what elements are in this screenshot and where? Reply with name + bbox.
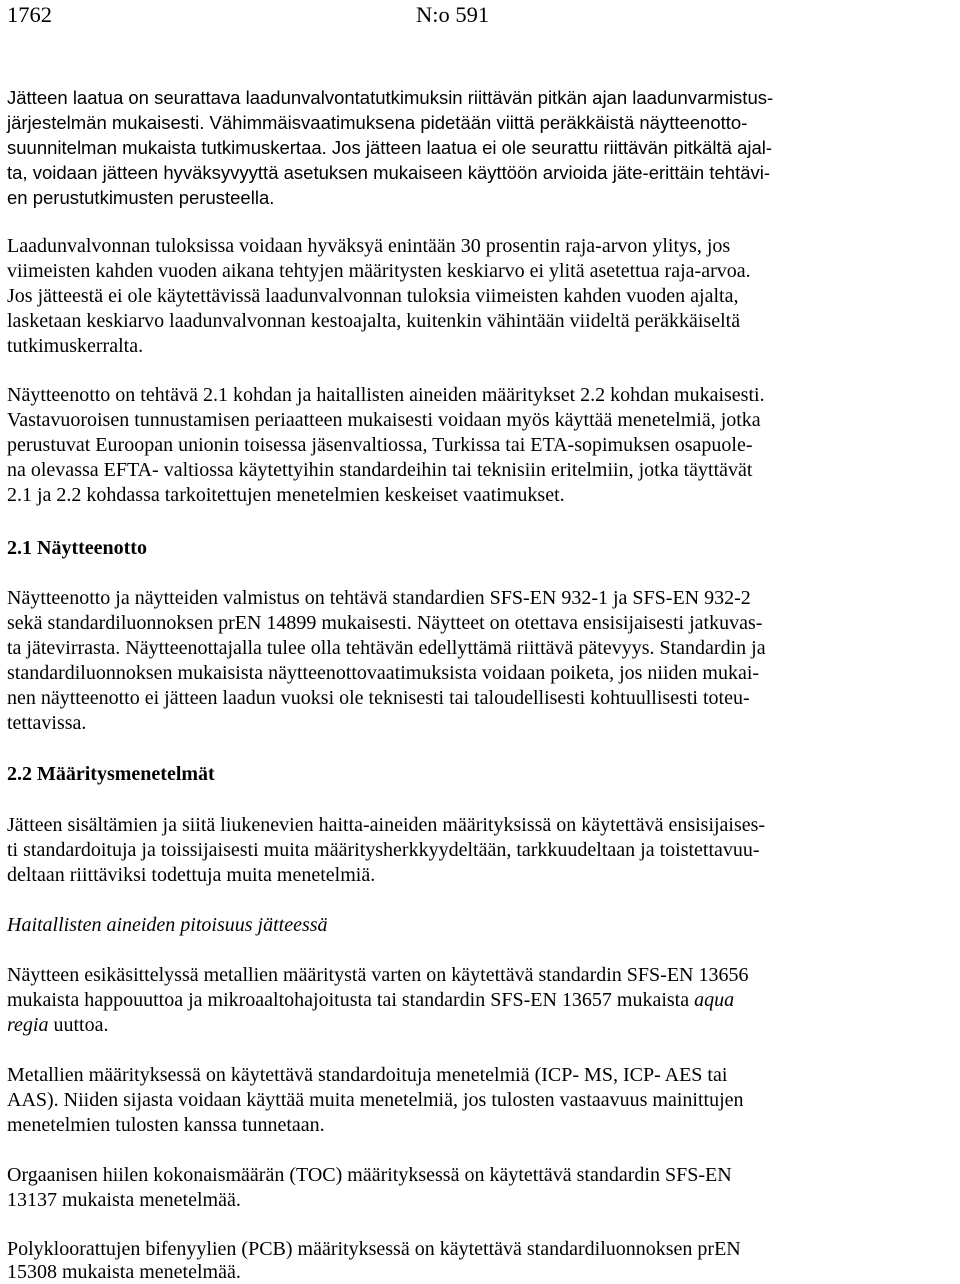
text-line: Näytteen esikäsittelyssä metallien määritystä varten on käytettävä standardin SFS-EN 13656 (7, 964, 749, 986)
text-line: sekä standardiluonnoksen prEN 14899 mukaisesti. Näytteet on otettava ensisijaisesti jatkuvas- (7, 612, 763, 634)
text-line: 13137 mukaista menetelmää. (7, 1189, 241, 1211)
text-line: en perustutkimusten perusteella. (7, 187, 275, 208)
text-fragment: mukaista happouuttoa ja mikroaaltohajoitusta tai standardin SFS-EN 13657 mukaista (7, 989, 690, 1011)
text-line: 15308 mukaista menetelmää. (7, 1261, 241, 1283)
text-line: Polykloorattujen bifenyylien (PCB) määrityksessä on käytettävä standardiluonnoksen prEN (7, 1238, 741, 1260)
text-line: na olevassa EFTA- valtiossa käytettyihin standardeihin tai teknisiin eritelmiin, jotka täyttävät (7, 459, 753, 481)
section-heading-methods: 2.2 Määritysmenetelmät (7, 763, 215, 785)
text-fragment-italic: regia (7, 1014, 49, 1036)
text-line: deltaan riittäviksi todettuja muita menetelmiä. (7, 864, 376, 886)
text-line: tettavissa. (7, 712, 87, 734)
text-line: viimeisten kahden vuoden aikana tehtyjen määritysten keskiarvo ei ylitä asetettua raja-arvoa. (7, 260, 751, 282)
text-line: nen näytteenotto ei jätteen laadun vuoksi ole teknisesti tai taloudellisesti kohtuullisesti toteu- (7, 687, 750, 709)
text-line: ti standardoituja ja toissijaisesti muita määritysherkkyydeltään, tarkkuudeltaan ja toistettavuu- (7, 839, 760, 861)
page-header (7, 2, 953, 32)
text-fragment-italic: aqua (694, 989, 735, 1011)
text-line: Metallien määrityksessä on käytettävä standardoituja menetelmiä (ICP- MS, ICP- AES tai (7, 1064, 728, 1086)
text-line: järjestelmän mukaisesti. Vähimmäisvaatimuksena pidetään viittä peräkkäistä näytteenotto- (7, 112, 748, 133)
text-line: Orgaanisen hiilen kokonaismäärän (TOC) määrityksessä on käytettävä standardin SFS-EN (7, 1164, 732, 1186)
subheading-hazardous-substances: Haitallisten aineiden pitoisuus jätteessä (7, 914, 328, 936)
text-line: Jos jätteestä ei ole käytettävissä laadunvalvonnan tuloksia viimeisten kahden vuoden ajalta, (7, 285, 739, 307)
text-line: AAS). Niiden sijasta voidaan käyttää muita menetelmiä, jos tulosten vastaavuus mainittujen (7, 1089, 744, 1111)
text-line: Jätteen laatua on seurattava laadunvalvontatutkimuksin riittävän pitkän ajan laadunvarmistus- (7, 87, 774, 108)
text-line: menetelmien tulosten kanssa tunnetaan. (7, 1114, 325, 1136)
text-line: standardiluonnoksen mukaisista näytteenottovaatimuksista voidaan poiketa, jos niiden mukai- (7, 662, 760, 684)
text-line (7, 988, 734, 1012)
text-line: Näytteenotto on tehtävä 2.1 kohdan ja haitallisten aineiden määritykset 2.2 kohdan mukaisesti. (7, 384, 765, 406)
text-line (7, 1013, 108, 1037)
text-line: ta jätevirrasta. Näytteenottajalla tulee olla tehtävän edellyttämä riittävä pätevyys. Standardin ja (7, 637, 766, 659)
text-line: Vastavuoroisen tunnustamisen periaatteen mukaisesti voidaan myös käyttää menetelmiä, jotka (7, 409, 761, 431)
text-line: Laadunvalvonnan tuloksissa voidaan hyväksyä enintään 30 prosentin raja-arvon ylitys, jos (7, 235, 731, 257)
text-line: perustuvat Euroopan unionin toisessa jäsenvaltiossa, Turkissa tai ETA-sopimuksen osapuole- (7, 434, 753, 456)
text-line: Näytteenotto ja näytteiden valmistus on tehtävä standardien SFS-EN 932-1 ja SFS-EN 932-2 (7, 587, 751, 609)
text-line: suunnitelman mukaista tutkimuskertaa. Jos jätteen laatua ei ole seurattu riittävän pitkältä ajal- (7, 137, 773, 158)
section-heading-sampling: 2.1 Näytteenotto (7, 537, 147, 559)
text-line: ta, voidaan jätteen hyväksyvyyttä asetuksen mukaiseen käyttöön arvioida jäte-erittäin tehtävi- (7, 162, 771, 183)
text-line: lasketaan keskiarvo laadunvalvonnan kestoajalta, kuitenkin vähintään viideltä peräkkäiseltä (7, 310, 741, 332)
text-line: Jätteen sisältämien ja siitä liukenevien haitta-aineiden määrityksissä on käytettävä ensisijaises- (7, 814, 766, 836)
text-line: tutkimuskerralta. (7, 335, 144, 357)
text-line: 2.1 ja 2.2 kohdassa tarkoitettujen menetelmien keskeiset vaatimukset. (7, 484, 565, 506)
document-number: N:o 591 (416, 2, 490, 27)
page-number: 1762 (7, 2, 52, 27)
text-fragment: uuttoa. (53, 1014, 109, 1036)
